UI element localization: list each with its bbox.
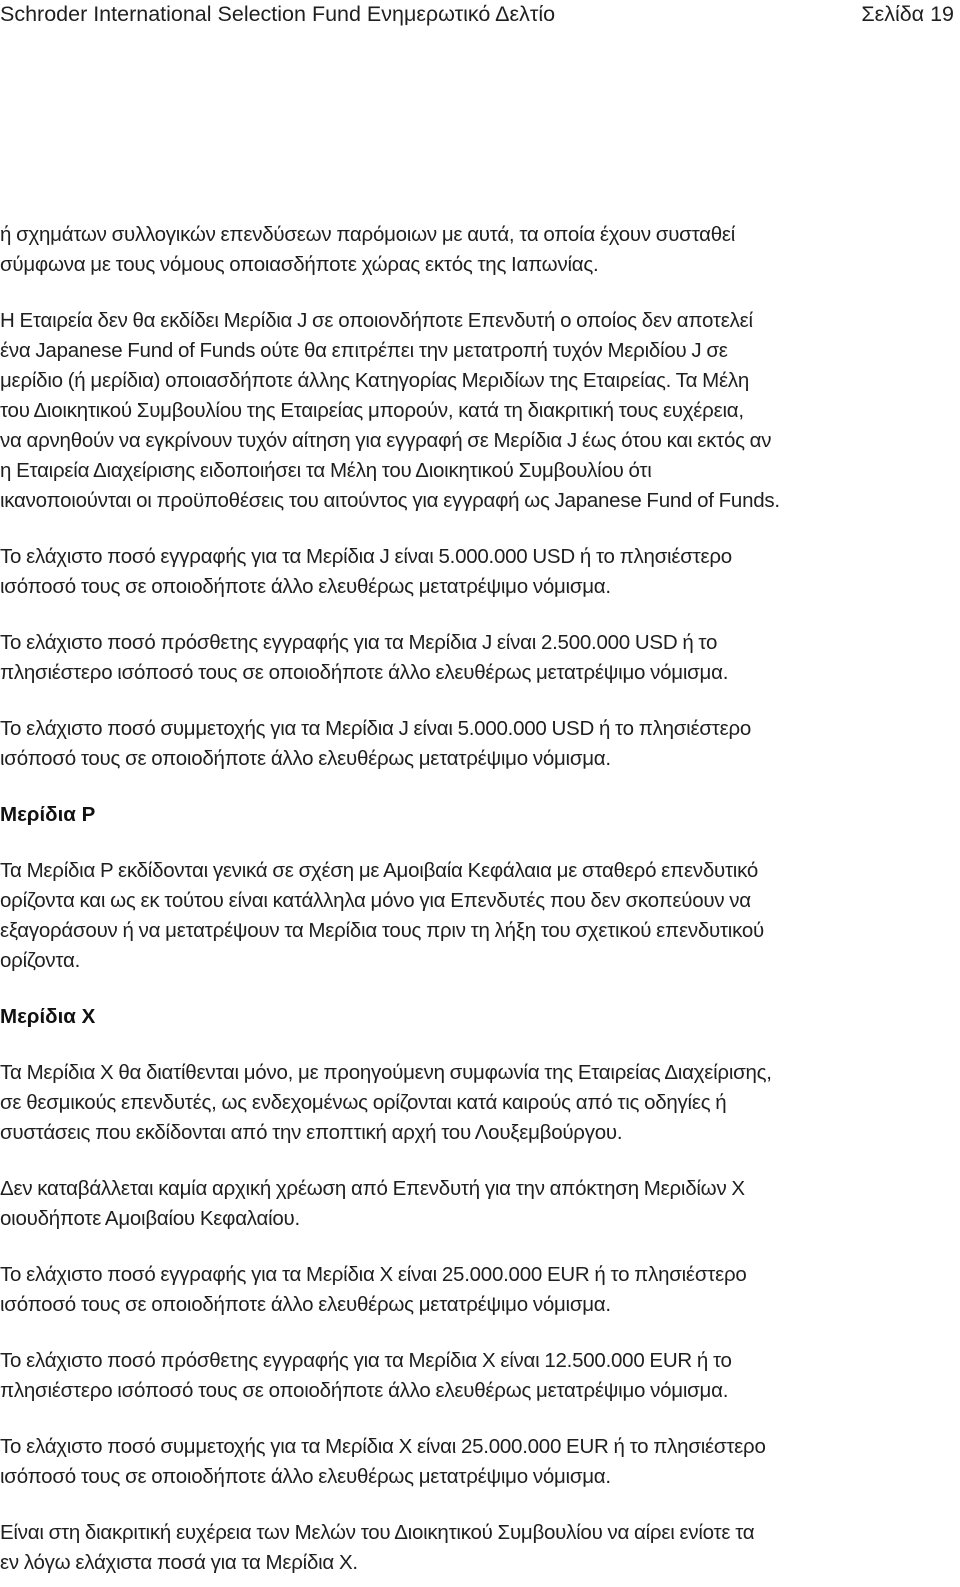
document-title: Schroder International Selection Fund Ενημερωτικό Δελτίο — [0, 2, 556, 26]
text-line: Είναι στη διακριτική ευχέρεια των Μελών του Διοικητικού Συμβουλίου να αίρει ενίοτε τα — [0, 1521, 755, 1544]
text-line: Το ελάχιστο ποσό συμμετοχής για τα Μερίδια X είναι 25.000.000 EUR ή το πλησιέστερο — [0, 1435, 766, 1458]
text-line: ένα Japanese Fund of Funds ούτε θα επιτρέπει την μετατροπή τυχόν Μεριδίου J σε — [0, 339, 728, 362]
text-line: ορίζοντα. — [0, 949, 81, 972]
document-body — [0, 220, 950, 1578]
text-line: ισόποσό τους σε οποιοδήποτε άλλο ελευθέρως μετατρέψιμο νόμισμα. — [0, 747, 611, 770]
text-line: ικανοποιούνται οι προϋποθέσεις του αιτούντος για εγγραφή ως Japanese Fund of Funds. — [0, 489, 780, 512]
text-line: ισόποσό τους σε οποιοδήποτε άλλο ελευθέρως μετατρέψιμο νόμισμα. — [0, 1293, 611, 1316]
text-line: η Εταιρεία Διαχείρισης ειδοποιήσει τα Μέλη του Διοικητικού Συμβουλίου ότι — [0, 459, 652, 482]
paragraph-x-min-subscription — [0, 1260, 950, 1320]
page-number: Σελίδα 19 — [861, 2, 954, 26]
text-line: Το ελάχιστο ποσό συμμετοχής για τα Μερίδια J είναι 5.000.000 USD ή το πλησιέστερο — [0, 717, 752, 740]
paragraph-x-initial-charge — [0, 1174, 950, 1234]
text-line: σύμφωνα με τους νόμους οποιασδήποτε χώρας εκτός της Ιαπωνίας. — [0, 253, 599, 276]
section-heading-shares-x: Μερίδια X — [0, 1005, 96, 1028]
section-heading-shares-p: Μερίδια P — [0, 803, 96, 826]
text-line: του Διοικητικού Συμβουλίου της Εταιρείας μπορούν, κατά τη διακριτική τους ευχέρεια, — [0, 399, 744, 422]
text-line: εν λόγω ελάχιστα ποσά για τα Μερίδια X. — [0, 1551, 358, 1574]
text-line: Το ελάχιστο ποσό εγγραφής για τα Μερίδια J είναι 5.000.000 USD ή το πλησιέστερο — [0, 545, 732, 568]
paragraph-x-min-additional — [0, 1346, 950, 1406]
paragraph-j-min-holding — [0, 714, 950, 774]
text-line: Η Εταιρεία δεν θα εκδίδει Μερίδια J σε οποιονδήποτε Επενδυτή ο οποίος δεν αποτελεί — [0, 309, 753, 332]
text-line: σε θεσμικούς επενδυτές, ως ενδεχομένως ορίζονται κατά καιρούς από τις οδηγίες ή — [0, 1091, 727, 1114]
paragraph-x-min-holding — [0, 1432, 950, 1492]
text-line: μερίδιο (ή μερίδια) οποιασδήποτε άλλης Κατηγορίας Μεριδίων της Εταιρείας. Τα Μέλη — [0, 369, 750, 392]
text-line: οιουδήποτε Αμοιβαίου Κεφαλαίου. — [0, 1207, 300, 1230]
text-line: πλησιέστερο ισόποσό τους σε οποιοδήποτε άλλο ελευθέρως μετατρέψιμο νόμισμα. — [0, 1379, 729, 1402]
text-line: Τα Μερίδια P εκδίδονται γενικά σε σχέση με Αμοιβαία Κεφάλαια με σταθερό επενδυτικό — [0, 859, 759, 882]
text-line: ορίζοντα και ως εκ τούτου είναι κατάλληλα μόνο για Επενδυτές που δεν σκοπεύουν να — [0, 889, 751, 912]
page-header — [0, 0, 960, 32]
text-line: Το ελάχιστο ποσό πρόσθετης εγγραφής για τα Μερίδια J είναι 2.500.000 USD ή το — [0, 631, 718, 654]
paragraph-continuation — [0, 220, 950, 280]
paragraph-class-j-restrictions — [0, 306, 950, 516]
text-line: Το ελάχιστο ποσό εγγραφής για τα Μερίδια X είναι 25.000.000 EUR ή το πλησιέστερο — [0, 1263, 747, 1286]
text-line: ισόποσό τους σε οποιοδήποτε άλλο ελευθέρως μετατρέψιμο νόμισμα. — [0, 1465, 611, 1488]
paragraph-j-min-subscription — [0, 542, 950, 602]
paragraph-j-min-additional — [0, 628, 950, 688]
text-line: Τα Μερίδια X θα διατίθενται μόνο, με προηγούμενη συμφωνία της Εταιρείας Διαχείρισης, — [0, 1061, 772, 1084]
text-line: πλησιέστερο ισόποσό τους σε οποιοδήποτε άλλο ελευθέρως μετατρέψιμο νόμισμα. — [0, 661, 729, 684]
text-line: Το ελάχιστο ποσό πρόσθετης εγγραφής για τα Μερίδια X είναι 12.500.000 EUR ή το — [0, 1349, 732, 1372]
text-line: ισόποσό τους σε οποιοδήποτε άλλο ελευθέρως μετατρέψιμο νόμισμα. — [0, 575, 611, 598]
text-line: συστάσεις που εκδίδονται από την εποπτική αρχή του Λουξεμβούργου. — [0, 1121, 623, 1144]
text-line: εξαγοράσουν ή να μετατρέψουν τα Μερίδια τους πριν τη λήξη του σχετικού επενδυτικού — [0, 919, 764, 942]
paragraph-x-availability — [0, 1058, 950, 1148]
paragraph-x-waiver — [0, 1518, 950, 1578]
paragraph-p-description — [0, 856, 950, 976]
text-line: να αρνηθούν να εγκρίνουν τυχόν αίτηση για εγγραφή σε Μερίδια J έως ότου και εκτός αν — [0, 429, 772, 452]
text-line: ή σχημάτων συλλογικών επενδύσεων παρόμοιων με αυτά, τα οποία έχουν συσταθεί — [0, 223, 736, 246]
text-line: Δεν καταβάλλεται καμία αρχική χρέωση από Επενδυτή για την απόκτηση Μεριδίων X — [0, 1177, 745, 1200]
